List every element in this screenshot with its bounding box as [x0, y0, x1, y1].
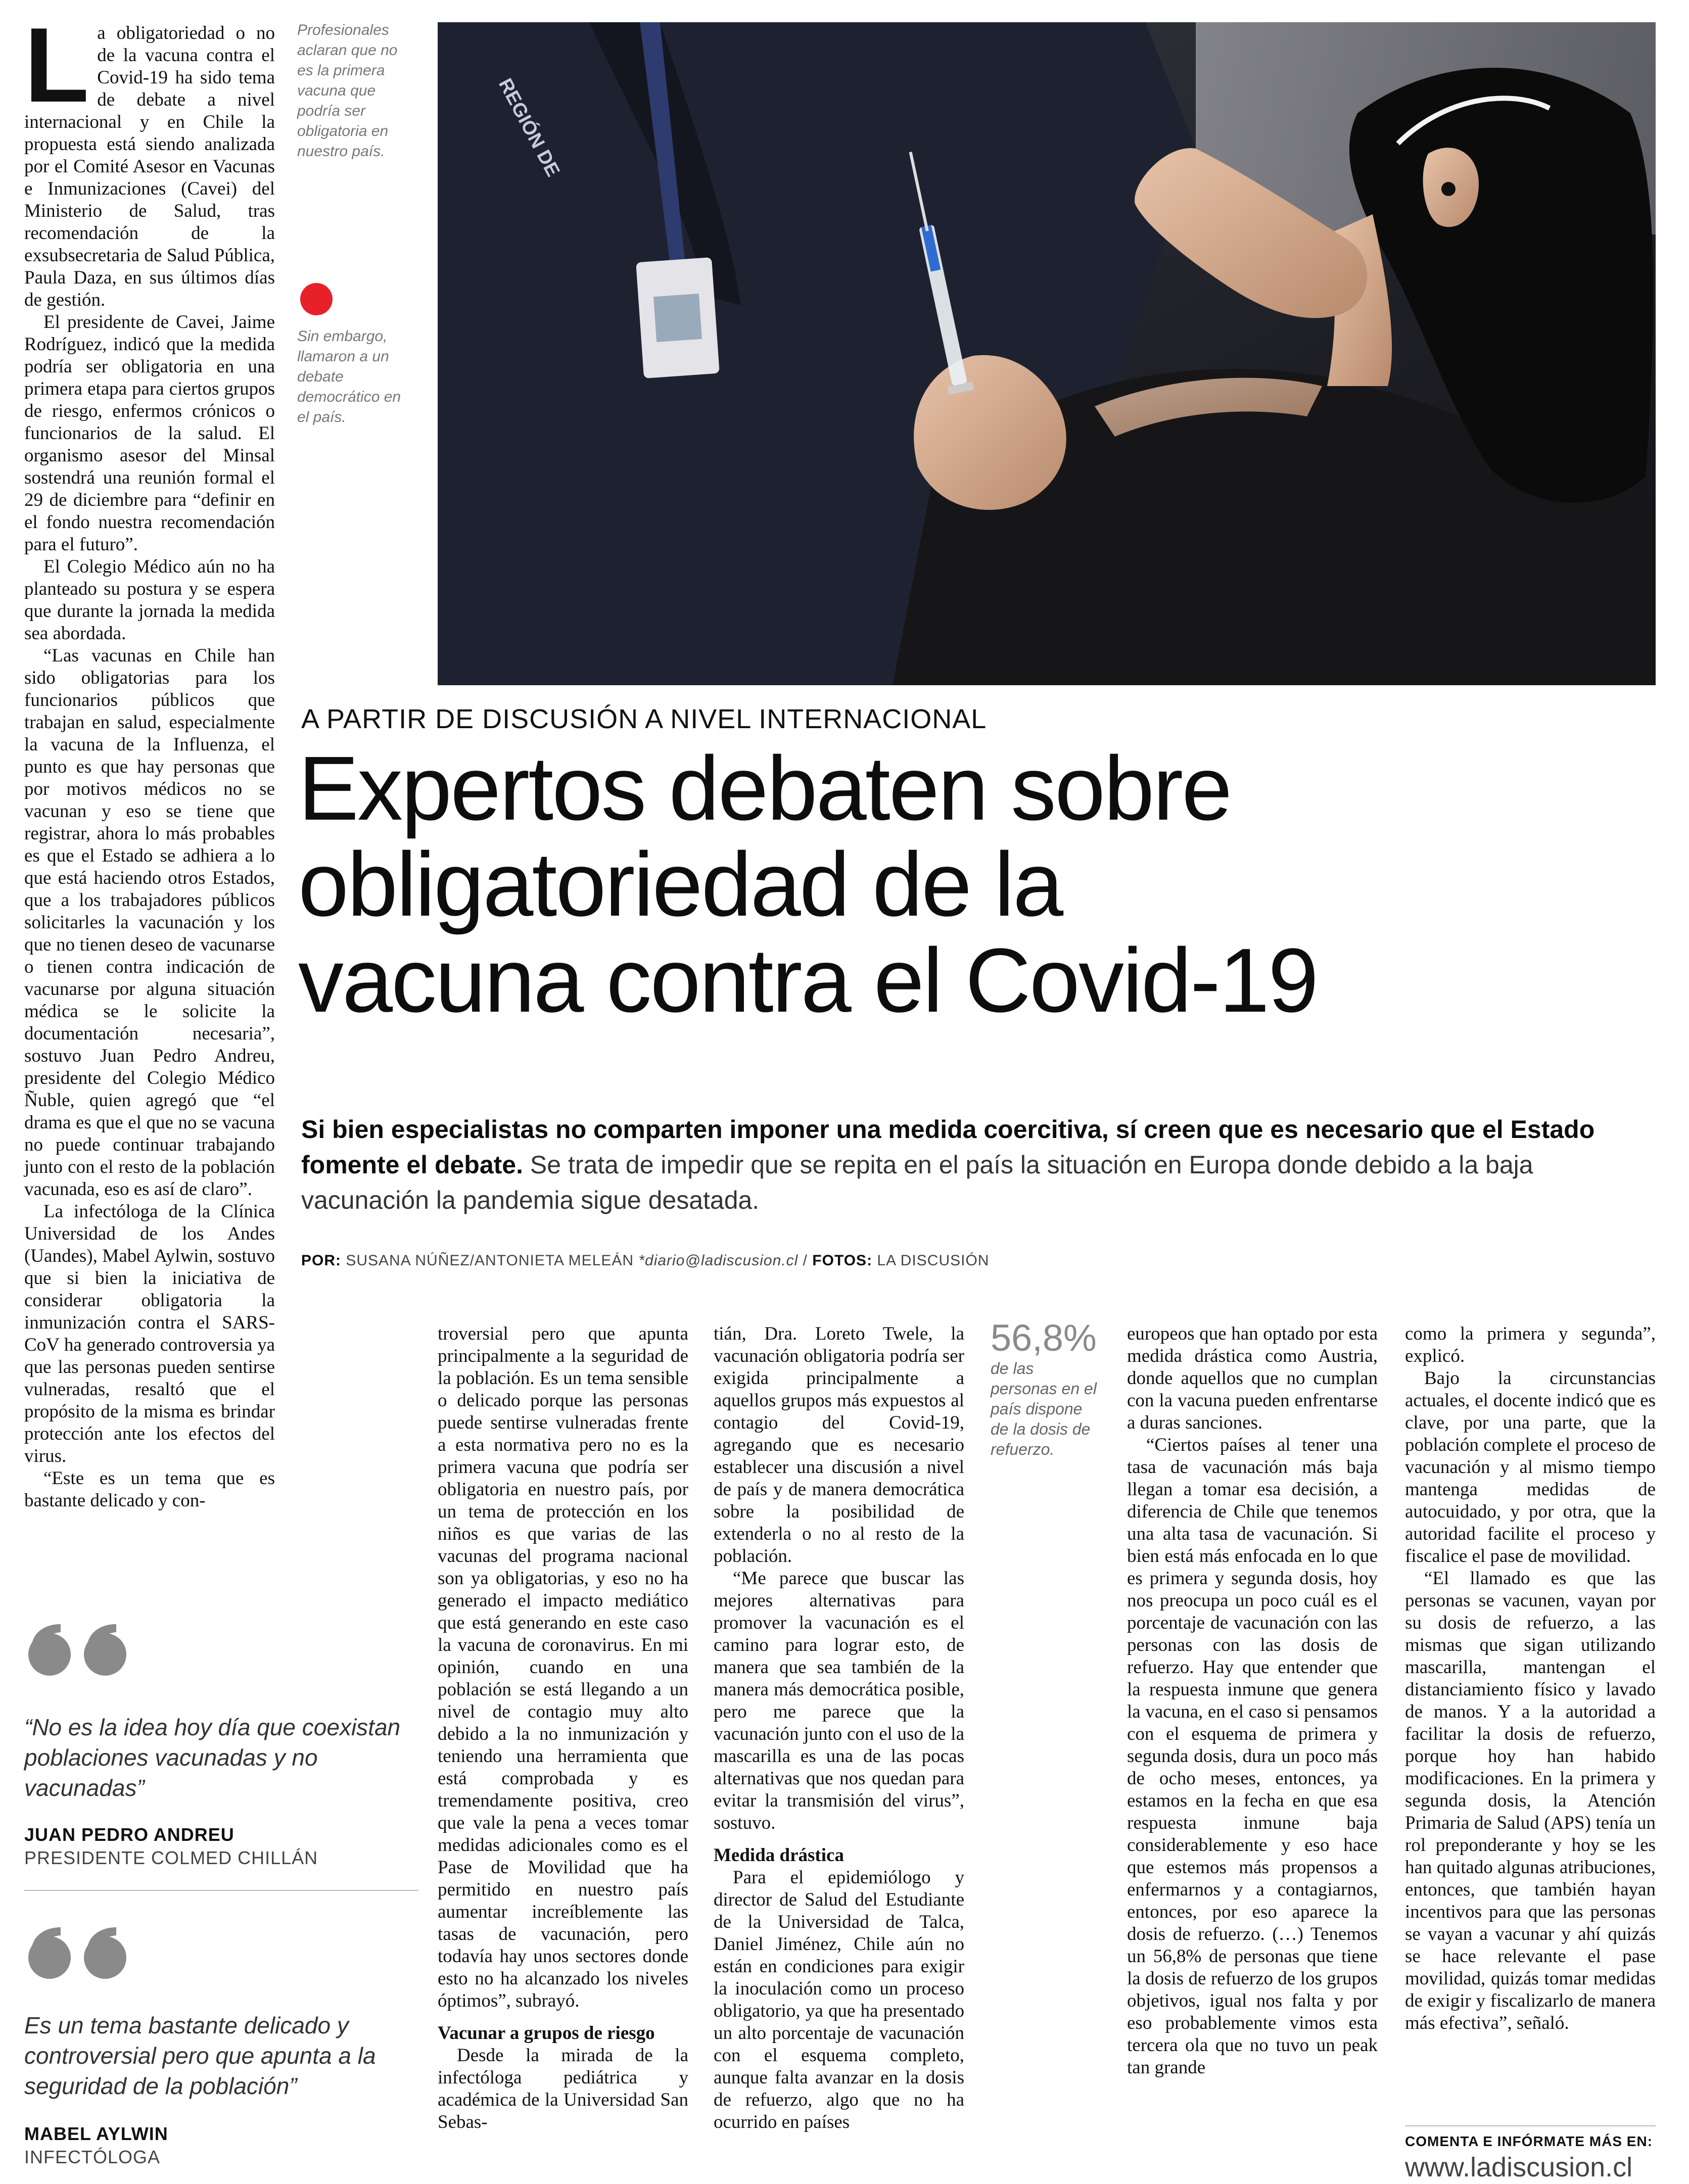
paragraph: europeos que han optado por esta medida drástica como Austria, donde aquellos que no cumplan con la vacuna pueden enfrentarse a duras sanciones.	[1127, 1323, 1378, 1433]
paragraph: El presidente de Cavei, Jaime Rodríguez, indicó que la medida podría ser obligatoria en una primera etapa para ciertos grupos de riesgo, enfermos crónicos o funcionarios de la salud. El organismo asesor del Minsal sostendrá una reunión formal el 29 de diciembre para “definir en el fondo nuestra recomendación para el futuro”.	[24, 312, 275, 555]
paragraph: Desde la mirada de la infectóloga pediátrica y académica de la Universidad San Sebas-	[438, 2045, 688, 2132]
pull-quote-name: MABEL AYLWIN	[24, 2123, 168, 2144]
lead-paragraph: La obligatoriedad o no de la vacuna contra el Covid-19 ha sido tema de debate a nivel internacional y en Chile la propuesta está siendo analizada por el Comité Asesor en Vacunas e Inmunizaciones (Cavei) del Ministerio de Salud, tras recomendación de la exsubsecretaria de Salud Pública, Paula Daza, en sus últimos días de gestión.	[24, 6, 275, 310]
stat-text: de las personas en el país dispone de la dosis de refuerzo.	[991, 1359, 1097, 1458]
byline: POR: SUSANA NÚÑEZ/ANTONIETA MELEÁN *diario@ladiscusion.cl / FOTOS: LA DISCUSIÓN	[301, 1252, 990, 1269]
quote-marks-icon	[24, 1926, 140, 1982]
dropcap: L	[24, 6, 89, 124]
paragraph: La infectóloga de la Clínica Universidad de los Andes (Uandes), Mabel Aylwin, sostuvo que si bien la iniciativa de considerar obligatoria la inmunización contra el SARS-CoV ha generado controversia ya que las personas pueden sentirse vulneradas, resaltó que el propósito de la misma es brindar protección ante los efectos del virus.	[24, 1201, 275, 1466]
divider	[1405, 2125, 1656, 2126]
subhead: Medida drástica	[714, 1845, 844, 1866]
byline-email: *diario@ladiscusion.cl	[638, 1252, 799, 1269]
photo-caption-bottom: Sin embargo, llamaron a un debate democrático en el país.	[297, 328, 401, 425]
paragraph: “Ciertos países al tener una tasa de vacunación más baja llegan a tomar esa decisión, a diferencia de Chile que tenemos una alta tasa de vacunación. Si bien está más enfocada en lo que es primera y segunda dosis, hoy nos preocupa un poco cuál es el porcentaje de vacunación con las personas con las dosis de refuerzo. Hay que entender que la respuesta inmune que genera la vacuna, en el caso si pensamos con el esquema de primera y segunda dosis, dura un poco más de ocho meses, entonces, ya estamos en la fecha en que esa respuesta inmune baja considerablemente y eso hace que estemos más propensos a enfermarnos y a contagiarnos, entonces, por eso aparece la dosis de refuerzo. (…) Tenemos un 56,8% de personas que tiene la dosis de refuerzo de los grupos objetivos, igual nos falta y por eso probablemente vimos esta tercera ola que no tuvo un peak tan grande	[1127, 1435, 1378, 2078]
deck-bold: Si bien especialistas no comparten imponer una medida coercitiva, sí creen que es necesario que el Estado fomente el debate.	[301, 1115, 1595, 1179]
red-dot	[300, 283, 333, 315]
paragraph: Bajo la circunstancias actuales, el docente indicó que es clave, por una parte, que la población complete el proceso de vacunación y al mismo tiempo mantenga medidas de autocuidado, y por otra, que la autoridad facilite el proceso y fiscalice el pase de movilidad.	[1405, 1368, 1656, 1566]
paragraph: Para el epidemiólogo y director de Salud del Estudiante de la Universidad de Talca, Daniel Jiménez, Chile aún no están en condiciones para exigir la inoculación como un proceso obligatorio, ya que ha presentado un alto porcentaje de vacunación con el esquema completo, aunque falta avanzar en la dosis de refuerzo, algo que no ha ocurrido en países	[714, 1867, 964, 2132]
kicker: A PARTIR DE DISCUSIÓN A NIVEL INTERNACIONAL	[301, 704, 987, 734]
headline	[298, 738, 1663, 1031]
left-column	[24, 6, 275, 1512]
pull-quote-role: PRESIDENTE COLMED CHILLÁN	[24, 1847, 318, 1868]
column-5	[1405, 1323, 1656, 2034]
paragraph: troversial pero que apunta principalmente a la seguridad de la población. Es un tema sensible o delicado porque las personas puede sentirse vulneradas frente a esta normativa pero no es la primera vacuna que podría ser obligatoria en nuestro país, por un tema de protección en los niños es que varias de las vacunas del programa nacional son ya obligatorias, y eso no ha generado el impacto mediático que está generando en este caso la vacuna de coronavirus. En mi opinión, cuando en una población se está llegando a un nivel de contagio muy alto debido a la no inmunización y teniendo una herramienta que está comprobada y es tremendamente positiva, creo que vale la pena a veces tomar medidas adicionales como es el Pase de Movilidad que ha permitido en nuestro país aumentar increíblemente las tasas de vacunación, pero todavía hay unos sectores donde esto no ha alcanzado los niveles óptimos”, subrayó.	[438, 1323, 688, 2011]
quote-marks-icon	[24, 1623, 140, 1679]
paragraph: tián, Dra. Loreto Twele, la vacunación obligatoria podría ser exigida principalmente a aquellos grupos más expuestos al contagio del Covid-19, agregando que es necesario establecer una discusión a nivel de país y de manera democrática sobre la posibilidad de extenderla o no al resto de la población.	[714, 1323, 964, 1566]
paragraph: “Este es un tema que es bastante delicado y con-	[24, 1468, 275, 1511]
photo-credit: LA DISCUSIÓN	[872, 1252, 990, 1269]
vaccination-photo	[438, 22, 1656, 685]
column-4	[1127, 1323, 1378, 2079]
deck	[301, 1112, 1666, 1218]
pull-quote-name: JUAN PEDRO ANDREU	[24, 1824, 234, 1845]
stat-value: 56,8%	[991, 1317, 1097, 1359]
paragraph: El Colegio Médico aún no ha planteado su postura y se espera que durante la jornada la medida sea abordada.	[24, 556, 275, 644]
headline-line: Expertos debaten sobre	[298, 738, 1231, 839]
footer-url[interactable]: www.ladiscusion.cl	[1405, 2152, 1633, 2182]
divider	[24, 1890, 418, 1891]
column-3	[714, 1323, 964, 2133]
pull-quote-text: Es un tema bastante delicado y controversial pero que apunta a la seguridad de la población”	[24, 2012, 376, 2099]
paragraph: “El llamado es que las personas se vacunen, vayan por su dosis de refuerzo, a las mismas que sigan utilizando mascarilla, mantengan el distanciamiento físico y lavado de manos. Y a la autoridad a facilitar la dosis de refuerzo, porque hoy han habido modificaciones. En la primera y segunda dosis, la Atención Primaria de Salud (APS) tenía un rol preponderante y hoy se les han quitado algunas atribuciones, entonces, que también hayan incentivos para que las personas se vayan a vacunar y ahí quizás se hace relevante el pase movilidad, quizás tomar medidas de exigir y fiscalizarlo de manera más efectiva”, señaló.	[1405, 1568, 1656, 2033]
stat-box	[991, 1318, 1102, 1459]
footer-label: COMENTA E INFÓRMATE MÁS EN:	[1405, 2133, 1653, 2149]
byline-authors: SUSANA NÚÑEZ/ANTONIETA MELEÁN	[341, 1252, 639, 1269]
pull-quote-role: INFECTÓLOGA	[24, 2147, 161, 2167]
headline-line: vacuna contra el Covid-19	[298, 930, 1318, 1031]
paragraph: “Las vacunas en Chile han sido obligatorias para los funcionarios públicos que trabajan en salud, especialmente la vacuna de la Influenza, el punto es que hay personas que por motivos médicos no se vacunan y eso se tiene que registrar, ahora lo más probables es que el Estado se adhiera a lo que está haciendo otros Estados, que a los trabajadores públicos solicitarles la vacunación y los que no tienen deseo de vacunarse o tienen contra indicación de vacunarse por alguna situación médica se le solicite la documentación necesaria”, sostuvo Juan Pedro Andreu, presidente del Colegio Médico Ñuble, quien agregó que “el drama es que el que no se vacuna no puede continuar trabajando junto con el resto de la población vacunada, eso es así de claro”.	[24, 645, 275, 1200]
photo-caption-top: Profesionales aclaran que no es la primera vacuna que podría ser obligatoria en nuestro país.	[297, 22, 398, 160]
paragraph: “Me parece que buscar las mejores alternativas para promover la vacunación es el camino para lograr esto, de manera que sea también de la manera más democrática posible, pero me parece que la vacunación junto con el uso de la mascarilla es una de las pocas alternativas que nos quedan para evitar la transmisión del virus”, sostuvo.	[714, 1568, 964, 1833]
pull-quote-text: “No es la idea hoy día que coexistan poblaciones vacunadas y no vacunadas”	[24, 1714, 401, 1801]
paragraph: como la primera y segunda”, explicó.	[1405, 1323, 1656, 1366]
headline-line: obligatoriedad de la	[298, 834, 1062, 935]
subhead: Vacunar a grupos de riesgo	[438, 2023, 655, 2044]
lanyard-text: REGIÓN DE	[494, 75, 564, 180]
photo-illustration	[438, 22, 1656, 685]
column-2	[438, 1323, 688, 2133]
deck-rest: Se trata de impedir que se repita en el país la situación en Europa donde debido a la baja vacunación la pandemia sigue desatada.	[301, 1151, 1533, 1214]
